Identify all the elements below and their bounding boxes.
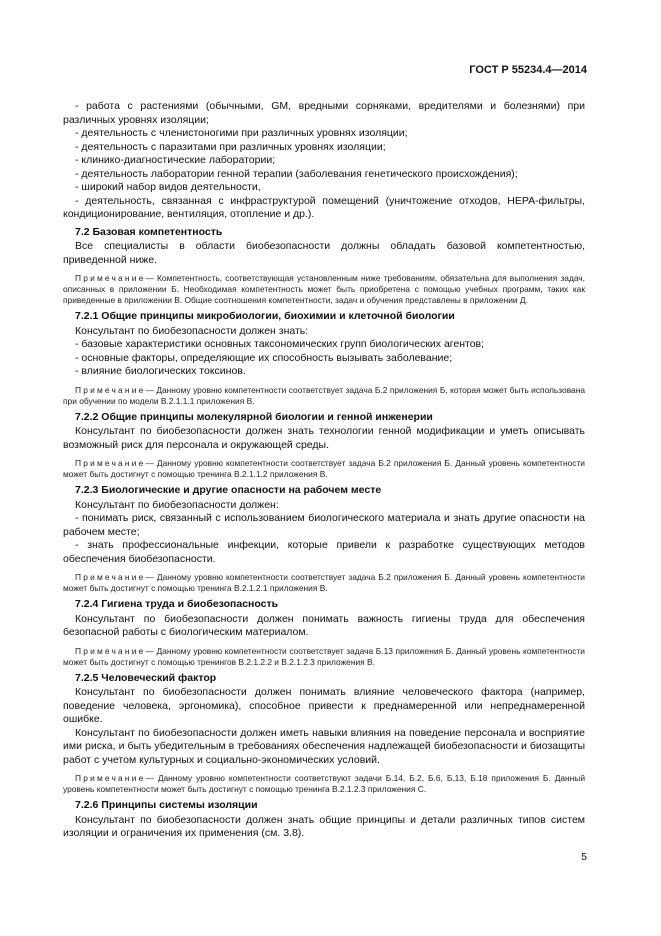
section-heading-7-2-1: 7.2.1 Общие принципы микробиологии, биохимии и клеточной биологии [75, 310, 455, 322]
note [63, 572, 585, 594]
paragraph: Консультант по биобезопасности должен иметь навыки влияния на поведение персонала и восприятие ими риска, и быть убедительным в требованиях обеспечения надлежащей биобезопасности и биозащиты работ с учетом культурных и социально-экономических условий. [63, 726, 585, 766]
paragraph: Все специалисты в области биобезопасности должны обладать базовой компетентностью, приведенной ниже. [63, 240, 585, 266]
list-item: - клинико-диагностические лаборатории; [75, 154, 276, 166]
paragraph: Консультант по биобезопасности должен: [75, 498, 279, 511]
paragraph: Консультант по биобезопасности должен знать технологии генной модификации и уметь описывать возможный риск для персонала и окружающей среды. [63, 425, 585, 451]
list-item: - широкий набор видов деятельности, [75, 181, 261, 193]
note-label: Примечание [75, 773, 146, 783]
note-text: — Данному уровню компетентности соответствуют задачи Б.14, Б.2, Б.6, Б.13, Б.18 приложения Б. Данный уровень компетентности может быть достигнут с помощью тренинга В.2.1.2.3 приложения С. [63, 773, 585, 794]
note-label: Примечание [75, 458, 146, 468]
paragraph: Консультант по биобезопасности должен знать: [75, 324, 309, 337]
page-number: 5 [581, 851, 587, 863]
note [63, 273, 585, 306]
list-item: - деятельность лаборатории генной терапии (заболевания генетического происхождения); [75, 167, 518, 180]
paragraph: Консультант по биобезопасности должен знать общие принципы и детали различных типов систем изоляции и ограничения их применения (см. 3.8). [63, 813, 585, 839]
note [63, 773, 585, 795]
section-heading-7-2-5: 7.2.5 Человеческий фактор [75, 671, 217, 684]
document-id: ГОСТ Р 55234.4—2014 [469, 64, 587, 76]
section-heading-7-2-3: 7.2.3 Биологические и другие опасности на рабочем месте [75, 484, 382, 496]
page-content [63, 100, 585, 841]
note-text: — Данному уровню компетентности соответствует задача Б.2 приложения Б. Данный уровень компетентности может быть достигнут с помощью тренинга В.2.1.2.1 приложения В. [63, 572, 585, 593]
note-label: Примечание [75, 273, 146, 283]
note-label: Примечание [75, 572, 146, 582]
paragraph: Консультант по биобезопасности должен понимать влияние человеческого фактора (например, поведение человека, эргономика), способное привести к преднамеренной или непреднамеренной ошибке. [63, 686, 585, 725]
note [63, 458, 585, 480]
section-heading-7-2: 7.2 Базовая компетентность [75, 225, 223, 238]
note-label: Примечание [75, 645, 146, 656]
note [63, 385, 585, 407]
note-text: — Данному уровню компетентности соответствует задача Б.2 приложения Б, которая может быть использована при обучении по модели В.2.1.1.1 приложения В. [63, 384, 585, 406]
list-item: - влияние биологических токсинов. [75, 365, 246, 377]
list-item: - деятельность, связанная с инфраструктурой помещений (уничтожение отходов, HEPA-фильтры, кондиционирование, вентиляция, отопление и др.). [63, 194, 585, 220]
section-heading-7-2-2: 7.2.2 Общие принципы молекулярной биологии и генной инженерии [75, 410, 433, 423]
paragraph: Консультант по биобезопасности должен понимать важность гигиены труда для обеспечения безопасной работы с биологическим материалом. [63, 612, 585, 638]
list-item: - знать профессиональные инфекции, которые привели к разработке существующих методов обеспечения биобезопасности. [63, 539, 585, 565]
note-text: — Данному уровню компетентности соответствует задача Б.13 приложения Б. Данный уровень компетентности может быть достигнут с помощью тренингов В.2.1.2.2 и В.2.1.2.3 приложения В. [63, 645, 585, 667]
note-text: — Данному уровню компетентности соответствует задача Б.2 приложения Б. Данный уровень компетентности может быть достигнут с помощью тренинга В.2.1.1.2 приложения В. [63, 458, 585, 479]
list-item: - понимать риск, связанный с использованием биологического материала и знать другие опасности на рабочем месте; [63, 512, 585, 538]
list-item: - работа с растениями (обычными, GM, вредными сорняками, вредителями и болезнями) при различных уровнях изоляции; [63, 100, 585, 126]
section-heading-7-2-4: 7.2.4 Гигиена труда и биобезопасность [75, 598, 279, 610]
section-heading-7-2-6: 7.2.6 Принципы системы изоляции [75, 799, 258, 811]
list-item: - деятельность с паразитами при различных уровнях изоляции; [75, 140, 386, 153]
list-item: - деятельность с членистоногими при различных уровнях изоляции; [75, 127, 408, 139]
list-item: - базовые характеристики основных таксономических групп биологических агентов; [75, 338, 485, 350]
note-text: — Компетентность, соответствующая установленным ниже требованиям, обязательна для выполнения задач, описанных в приложении Б. Необходимая компетентность может быть приобретена с помощью учебных программ, таких как приведенные в приложении В. Общие соотношения компетентности, задач и обучения представлены в приложении Д. [63, 273, 585, 305]
list-item: - основные факторы, определяющие их способность вызывать заболевание; [75, 351, 453, 364]
note [63, 646, 585, 668]
note-label: Примечание [75, 384, 146, 395]
